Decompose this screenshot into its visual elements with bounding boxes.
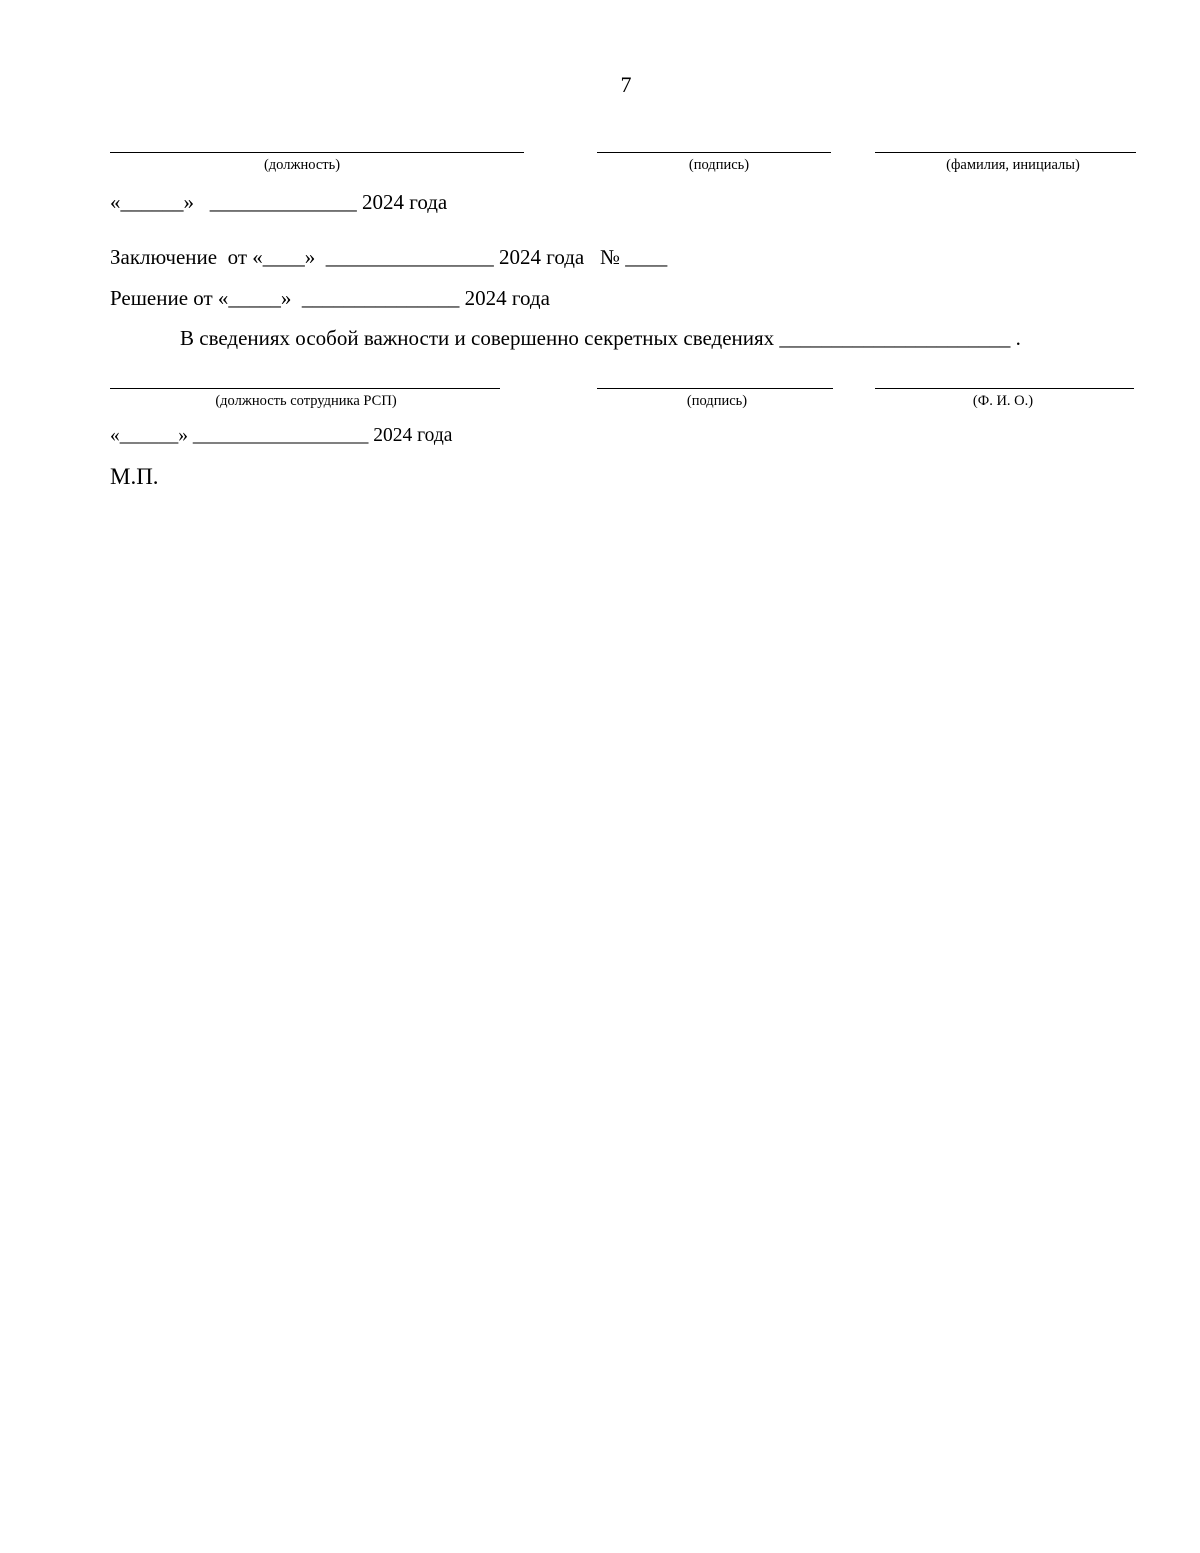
date-line-2: «______» __________________ 2024 года (110, 425, 453, 446)
signature-line-2 (597, 388, 833, 389)
decision-line: Решение от «_____» _______________ 2024 года (110, 286, 550, 310)
signature-line (597, 152, 831, 153)
page-number: 7 (620, 72, 632, 97)
info-line: В сведениях особой важности и совершенно секретных сведениях ______________________ . (180, 326, 1021, 350)
position-caption: (должность) (263, 157, 341, 173)
date-line-1: «______» ______________ 2024 года (110, 190, 448, 214)
employee-position-caption: (должность сотрудника РСП) (215, 393, 397, 409)
fio-line (875, 388, 1134, 389)
conclusion-line: Заключение от «____» ________________ 2024 года № ____ (110, 245, 668, 269)
stamp-place: М.П. (110, 464, 159, 489)
employee-position-line (110, 388, 500, 389)
name-line (875, 152, 1136, 153)
position-line (110, 152, 524, 153)
name-caption: (фамилия, инициалы) (946, 157, 1080, 173)
signature-caption: (подпись) (688, 157, 750, 173)
fio-caption: (Ф. И. О.) (972, 393, 1034, 409)
signature-caption-2: (подпись) (686, 393, 748, 409)
